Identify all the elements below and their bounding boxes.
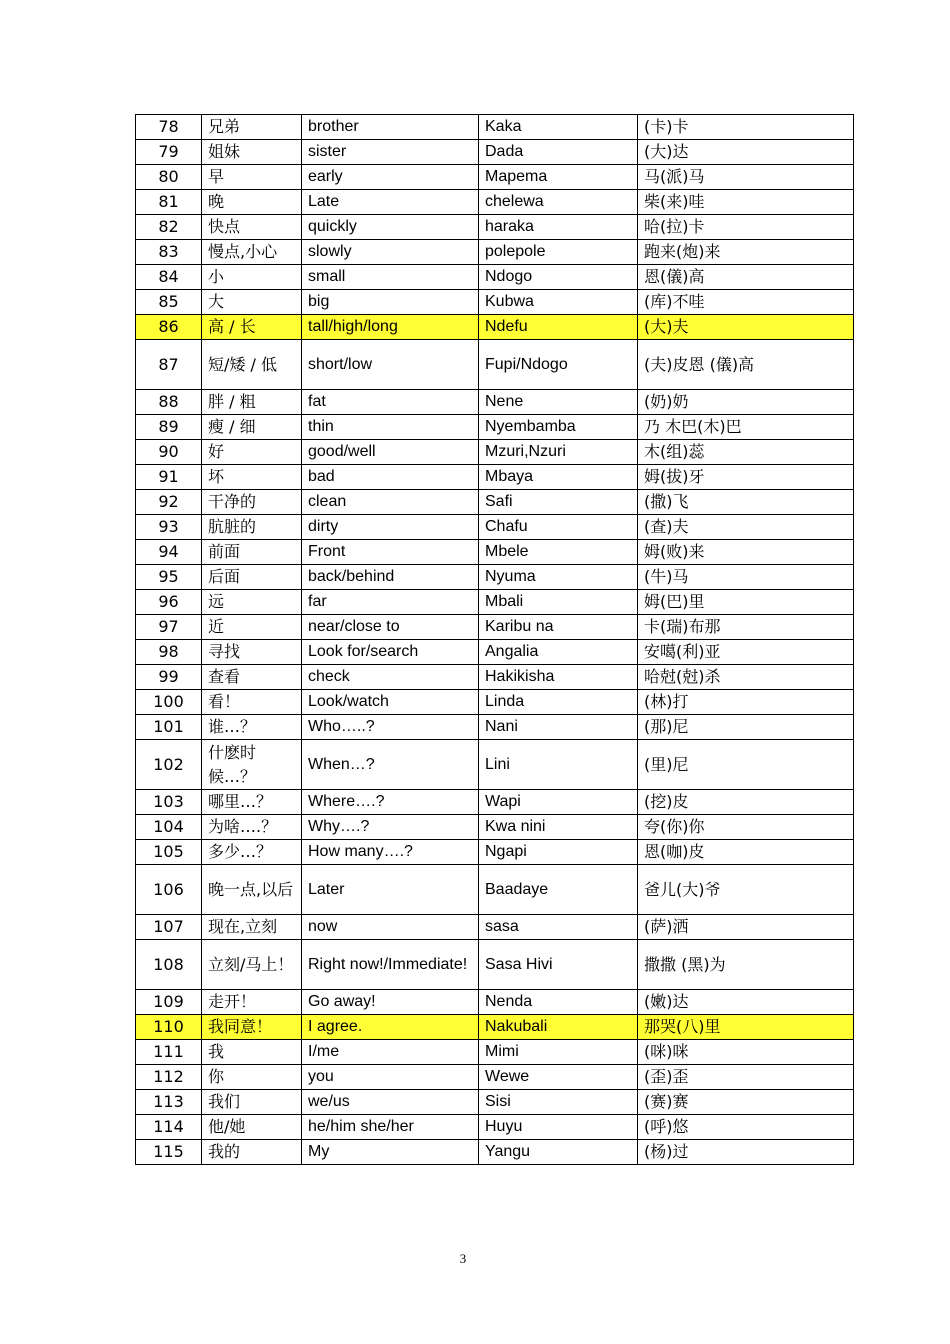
swahili-term: Wapi	[479, 790, 638, 815]
pronunciation-guide: 哈(拉)卡	[638, 215, 854, 240]
english-term: big	[302, 290, 479, 315]
english-term: Late	[302, 190, 479, 215]
english-term: quickly	[302, 215, 479, 240]
swahili-term: Angalia	[479, 640, 638, 665]
swahili-term: polepole	[479, 240, 638, 265]
chinese-term: 晚一点,以后	[202, 865, 302, 915]
chinese-term: 看！	[202, 690, 302, 715]
pronunciation-guide: (查)夫	[638, 515, 854, 540]
pronunciation-guide: 恩(咖)皮	[638, 840, 854, 865]
entry-number: 99	[136, 665, 202, 690]
pronunciation-guide: 恩(儀)高	[638, 265, 854, 290]
swahili-term: Huyu	[479, 1115, 638, 1140]
pronunciation-guide: (里)尼	[638, 740, 854, 790]
english-term: tall/high/long	[302, 315, 479, 340]
pronunciation-guide: 爸儿(大)爷	[638, 865, 854, 915]
table-row	[136, 115, 854, 140]
swahili-term: Nakubali	[479, 1015, 638, 1040]
swahili-term: haraka	[479, 215, 638, 240]
table-row	[136, 940, 854, 990]
table-row	[136, 915, 854, 940]
table-row	[136, 515, 854, 540]
chinese-term: 慢点,小心	[202, 240, 302, 265]
chinese-term: 胖 / 粗	[202, 390, 302, 415]
chinese-term: 瘦 / 细	[202, 415, 302, 440]
swahili-term: Dada	[479, 140, 638, 165]
pronunciation-guide: (杨)过	[638, 1140, 854, 1165]
entry-number: 90	[136, 440, 202, 465]
swahili-term: Nani	[479, 715, 638, 740]
english-term: now	[302, 915, 479, 940]
english-term: slowly	[302, 240, 479, 265]
english-term: Look/watch	[302, 690, 479, 715]
table-row	[136, 390, 854, 415]
pronunciation-guide: 姆(巴)里	[638, 590, 854, 615]
pronunciation-guide: (呼)悠	[638, 1115, 854, 1140]
chinese-term: 我同意！	[202, 1015, 302, 1040]
swahili-term: Linda	[479, 690, 638, 715]
chinese-term: 多少…？	[202, 840, 302, 865]
entry-number: 84	[136, 265, 202, 290]
entry-number: 81	[136, 190, 202, 215]
swahili-term: Fupi/Ndogo	[479, 340, 638, 390]
pronunciation-guide: (歪)歪	[638, 1065, 854, 1090]
swahili-term: Kwa nini	[479, 815, 638, 840]
pronunciation-guide: (林)打	[638, 690, 854, 715]
entry-number: 86	[136, 315, 202, 340]
swahili-term: Sasa Hivi	[479, 940, 638, 990]
entry-number: 115	[136, 1140, 202, 1165]
entry-number: 85	[136, 290, 202, 315]
pronunciation-guide: (库)不哇	[638, 290, 854, 315]
pronunciation-guide: (撒)飞	[638, 490, 854, 515]
table-row	[136, 615, 854, 640]
table-row	[136, 240, 854, 265]
chinese-term: 为啥….？	[202, 815, 302, 840]
english-term: he/him she/her	[302, 1115, 479, 1140]
swahili-term: Nyembamba	[479, 415, 638, 440]
entry-number: 94	[136, 540, 202, 565]
table-row	[136, 165, 854, 190]
chinese-term: 姐妹	[202, 140, 302, 165]
english-term: far	[302, 590, 479, 615]
chinese-term: 坏	[202, 465, 302, 490]
chinese-term: 晚	[202, 190, 302, 215]
swahili-term: Nenda	[479, 990, 638, 1015]
pronunciation-guide: (萨)洒	[638, 915, 854, 940]
english-term: clean	[302, 490, 479, 515]
english-term: small	[302, 265, 479, 290]
chinese-term: 哪里…？	[202, 790, 302, 815]
entry-number: 111	[136, 1040, 202, 1065]
entry-number: 103	[136, 790, 202, 815]
pronunciation-guide: (赛)赛	[638, 1090, 854, 1115]
english-term: we/us	[302, 1090, 479, 1115]
table-row	[136, 1140, 854, 1165]
pronunciation-guide: 安噶(利)亚	[638, 640, 854, 665]
entry-number: 112	[136, 1065, 202, 1090]
chinese-term: 早	[202, 165, 302, 190]
entry-number: 101	[136, 715, 202, 740]
chinese-term: 高 / 长	[202, 315, 302, 340]
pronunciation-guide: (奶)奶	[638, 390, 854, 415]
table-row	[136, 265, 854, 290]
entry-number: 98	[136, 640, 202, 665]
table-row-highlighted	[136, 315, 854, 340]
entry-number: 83	[136, 240, 202, 265]
pronunciation-guide: 姆(拔)牙	[638, 465, 854, 490]
table-row	[136, 815, 854, 840]
table-row	[136, 665, 854, 690]
chinese-term: 现在,立刻	[202, 915, 302, 940]
english-term: Front	[302, 540, 479, 565]
table-row	[136, 1115, 854, 1140]
swahili-term: Kubwa	[479, 290, 638, 315]
table-row	[136, 540, 854, 565]
chinese-term: 我们	[202, 1090, 302, 1115]
english-term: check	[302, 665, 479, 690]
pronunciation-guide: 撒撒 (黑)为	[638, 940, 854, 990]
entry-number: 88	[136, 390, 202, 415]
chinese-term: 查看	[202, 665, 302, 690]
english-term: sister	[302, 140, 479, 165]
pronunciation-guide: (那)尼	[638, 715, 854, 740]
table-row	[136, 565, 854, 590]
entry-number: 79	[136, 140, 202, 165]
swahili-term: Mbele	[479, 540, 638, 565]
english-term: back/behind	[302, 565, 479, 590]
entry-number: 78	[136, 115, 202, 140]
english-term: How many….?	[302, 840, 479, 865]
pronunciation-guide: 那哭(八)里	[638, 1015, 854, 1040]
chinese-term: 前面	[202, 540, 302, 565]
pronunciation-guide: (大)达	[638, 140, 854, 165]
pronunciation-guide: 乃 木巴(木)巴	[638, 415, 854, 440]
entry-number: 110	[136, 1015, 202, 1040]
pronunciation-guide: 哈尅(尅)杀	[638, 665, 854, 690]
chinese-term: 好	[202, 440, 302, 465]
chinese-term: 我的	[202, 1140, 302, 1165]
vocabulary-table	[135, 114, 854, 1165]
chinese-term: 走开！	[202, 990, 302, 1015]
swahili-term: Ngapi	[479, 840, 638, 865]
chinese-term: 后面	[202, 565, 302, 590]
pronunciation-guide: 柴(来)哇	[638, 190, 854, 215]
pronunciation-guide: (卡)卡	[638, 115, 854, 140]
pronunciation-guide: 木(组)蕊	[638, 440, 854, 465]
english-term: Who…..?	[302, 715, 479, 740]
swahili-term: Karibu na	[479, 615, 638, 640]
entry-number: 114	[136, 1115, 202, 1140]
swahili-term: Safi	[479, 490, 638, 515]
table-row	[136, 140, 854, 165]
chinese-term: 短/矮 / 低	[202, 340, 302, 390]
english-term: Later	[302, 865, 479, 915]
swahili-term: Ndefu	[479, 315, 638, 340]
english-term: fat	[302, 390, 479, 415]
chinese-term: 干净的	[202, 490, 302, 515]
english-term: brother	[302, 115, 479, 140]
swahili-term: Yangu	[479, 1140, 638, 1165]
pronunciation-guide: (夫)皮恩 (儀)高	[638, 340, 854, 390]
english-term: good/well	[302, 440, 479, 465]
table-row	[136, 1090, 854, 1115]
english-term: When…?	[302, 740, 479, 790]
entry-number: 97	[136, 615, 202, 640]
swahili-term: sasa	[479, 915, 638, 940]
swahili-term: chelewa	[479, 190, 638, 215]
entry-number: 80	[136, 165, 202, 190]
english-term: near/close to	[302, 615, 479, 640]
entry-number: 102	[136, 740, 202, 790]
english-term: short/low	[302, 340, 479, 390]
vocabulary-table-body	[136, 115, 854, 1165]
entry-number: 113	[136, 1090, 202, 1115]
entry-number: 106	[136, 865, 202, 915]
entry-number: 87	[136, 340, 202, 390]
english-term: Go away!	[302, 990, 479, 1015]
table-row	[136, 1040, 854, 1065]
swahili-term: Nene	[479, 390, 638, 415]
chinese-term: 立刻/马上！	[202, 940, 302, 990]
chinese-term: 近	[202, 615, 302, 640]
chinese-term: 什麽时候…？	[202, 740, 302, 790]
swahili-term: Mzuri,Nzuri	[479, 440, 638, 465]
chinese-term: 你	[202, 1065, 302, 1090]
table-row	[136, 740, 854, 790]
pronunciation-guide: 马(派)马	[638, 165, 854, 190]
table-row	[136, 640, 854, 665]
pronunciation-guide: (嫩)达	[638, 990, 854, 1015]
swahili-term: Sisi	[479, 1090, 638, 1115]
table-row	[136, 590, 854, 615]
swahili-term: Nyuma	[479, 565, 638, 590]
entry-number: 108	[136, 940, 202, 990]
pronunciation-guide: 姆(败)来	[638, 540, 854, 565]
chinese-term: 兄弟	[202, 115, 302, 140]
table-row	[136, 715, 854, 740]
table-row	[136, 465, 854, 490]
swahili-term: Wewe	[479, 1065, 638, 1090]
swahili-term: Baadaye	[479, 865, 638, 915]
pronunciation-guide: 跑来(炮)来	[638, 240, 854, 265]
chinese-term: 寻找	[202, 640, 302, 665]
table-row	[136, 215, 854, 240]
entry-number: 104	[136, 815, 202, 840]
table-row	[136, 415, 854, 440]
swahili-term: Chafu	[479, 515, 638, 540]
page-number: 3	[459, 1251, 467, 1266]
entry-number: 105	[136, 840, 202, 865]
english-term: Right now!/Immediate!	[302, 940, 479, 990]
table-row	[136, 865, 854, 915]
table-row	[136, 190, 854, 215]
pronunciation-guide: (挖)皮	[638, 790, 854, 815]
pronunciation-guide: 夸(你)你	[638, 815, 854, 840]
table-row	[136, 290, 854, 315]
swahili-term: Ndogo	[479, 265, 638, 290]
chinese-term: 快点	[202, 215, 302, 240]
table-row	[136, 340, 854, 390]
table-row-highlighted	[136, 1015, 854, 1040]
entry-number: 92	[136, 490, 202, 515]
table-row	[136, 840, 854, 865]
table-row	[136, 790, 854, 815]
swahili-term: Mapema	[479, 165, 638, 190]
table-row	[136, 990, 854, 1015]
english-term: you	[302, 1065, 479, 1090]
entry-number: 91	[136, 465, 202, 490]
english-term: I agree.	[302, 1015, 479, 1040]
entry-number: 95	[136, 565, 202, 590]
chinese-term: 远	[202, 590, 302, 615]
entry-number: 96	[136, 590, 202, 615]
english-term: thin	[302, 415, 479, 440]
chinese-term: 我	[202, 1040, 302, 1065]
entry-number: 100	[136, 690, 202, 715]
swahili-term: Lini	[479, 740, 638, 790]
table-row	[136, 1065, 854, 1090]
pronunciation-guide: (牛)马	[638, 565, 854, 590]
swahili-term: Mbaya	[479, 465, 638, 490]
table-row	[136, 490, 854, 515]
entry-number: 109	[136, 990, 202, 1015]
swahili-term: Hakikisha	[479, 665, 638, 690]
english-term: Where….?	[302, 790, 479, 815]
english-term: I/me	[302, 1040, 479, 1065]
pronunciation-guide: (大)夫	[638, 315, 854, 340]
english-term: My	[302, 1140, 479, 1165]
english-term: early	[302, 165, 479, 190]
entry-number: 107	[136, 915, 202, 940]
entry-number: 82	[136, 215, 202, 240]
chinese-term: 小	[202, 265, 302, 290]
pronunciation-guide: (咪)咪	[638, 1040, 854, 1065]
chinese-term: 谁…？	[202, 715, 302, 740]
chinese-term: 肮脏的	[202, 515, 302, 540]
entry-number: 93	[136, 515, 202, 540]
chinese-term: 他/她	[202, 1115, 302, 1140]
table-row	[136, 440, 854, 465]
english-term: Look for/search	[302, 640, 479, 665]
swahili-term: Mimi	[479, 1040, 638, 1065]
pronunciation-guide: 卡(瑞)布那	[638, 615, 854, 640]
english-term: Why….?	[302, 815, 479, 840]
swahili-term: Kaka	[479, 115, 638, 140]
chinese-term: 大	[202, 290, 302, 315]
table-row	[136, 690, 854, 715]
entry-number: 89	[136, 415, 202, 440]
english-term: dirty	[302, 515, 479, 540]
english-term: bad	[302, 465, 479, 490]
swahili-term: Mbali	[479, 590, 638, 615]
